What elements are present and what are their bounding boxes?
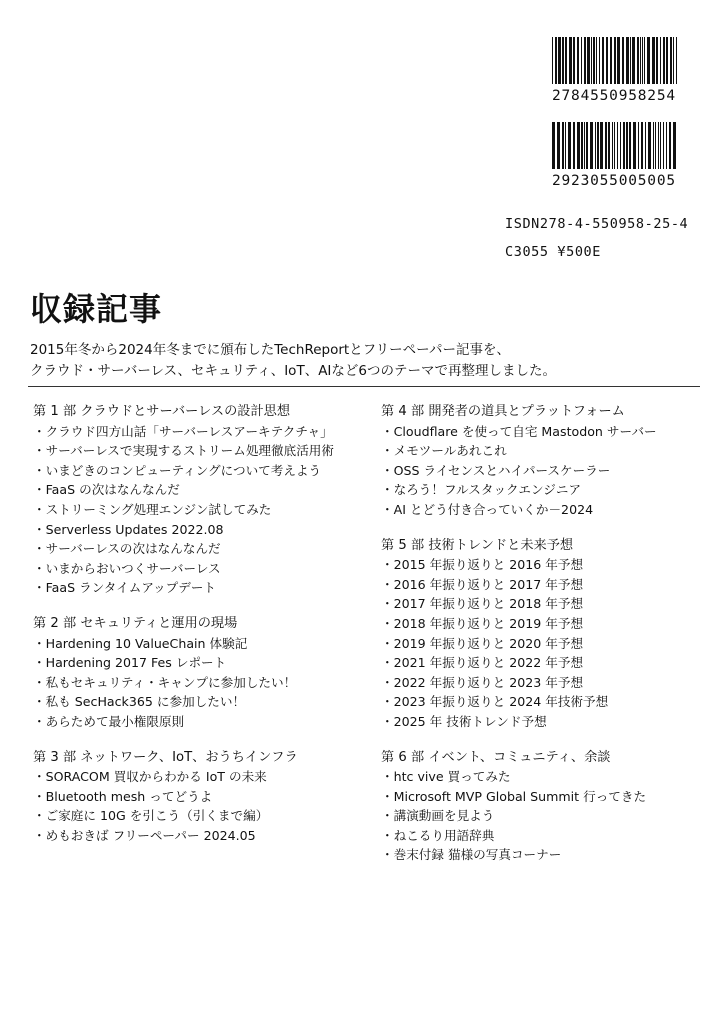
barcode-bar [591,37,592,84]
part-title: 第 6 部 イベント、コミュニティ、余談 [381,749,611,765]
barcode-bar [663,37,665,84]
barcode-bar [584,37,586,84]
barcode-bar [558,37,561,84]
barcode-bar [626,122,628,169]
article-item: ・めもおきば フリーペーパー 2024.05 [33,827,256,843]
toc-left-column [33,402,363,861]
article-item: ・FaaS の次はなんなんだ [33,482,180,498]
barcode-bar [612,122,613,169]
article-item: ・いまからおいつくサーバーレス [33,560,221,576]
barcode-bar [573,122,575,169]
part-title: 第 2 部 セキュリティと運用の現場 [33,615,238,631]
barcode-bar [608,122,610,169]
barcode-bar [587,37,590,84]
barcode-bar [602,37,604,84]
barcode-bar [673,122,676,169]
article-item: ・ねこるり用語辞典 [381,827,495,843]
article-item: ・2025 年 技術トレンド予想 [381,713,547,729]
article-item: ・Hardening 10 ValueChain 体験記 [33,635,248,651]
barcode-bar [644,37,645,84]
article-item: ・あらためて最小権限原則 [33,713,185,729]
article-item: ・2021 年振り返りと 2022 年予想 [381,655,584,671]
article-item: ・ストリーミング処理エンジン試してみた [33,501,272,517]
article-item: ・クラウド四方山話「サーバーレスアーキテクチャ」 [33,423,333,439]
article-item: ・Hardening 2017 Fes レポート [33,655,227,671]
article-item: ・2018 年振り返りと 2019 年予想 [381,615,584,631]
article-item: ・2022 年振り返りと 2023 年予想 [381,674,584,690]
barcode-bar [666,37,668,84]
toc-part-4 [381,402,701,520]
barcode-bar [647,37,650,84]
barcode-bar [614,37,616,84]
barcode-bar [642,37,643,84]
barcode-bar [626,37,629,84]
article-item: ・OSS ライセンスとハイパースケーラー [381,462,611,478]
barcode-bar [623,122,625,169]
barcode-bar [632,37,635,84]
barcode-bottom-bars [552,122,679,169]
barcode-bar [633,122,636,169]
barcode-bar [552,37,553,84]
barcode-bar [614,122,615,169]
part-title: 第 1 部 クラウドとサーバーレスの設計思想 [33,404,291,419]
barcode-bar [568,122,571,169]
article-item: ・メモツールあれこれ [381,443,507,459]
barcode-bar [557,122,560,169]
article-list [381,422,701,520]
barcode-bar [565,122,566,169]
barcode-bar [581,37,582,84]
article-list [33,634,363,732]
barcode-bar [610,37,612,84]
article-item: ・Microsoft MVP Global Summit 行ってきた [381,788,647,804]
barcode-bar [655,122,656,169]
part-title: 第 3 部 ネットワーク、IoT、おうちインフラ [33,749,298,765]
barcode-bar [606,37,608,84]
barcode-bar [663,122,664,169]
article-item: ・FaaS ランタイムアップデート [33,580,217,596]
barcode-bar [652,37,655,84]
article-item: ・Bluetooth mesh ってどうよ [33,788,213,804]
barcode-bar [673,37,674,84]
barcode-bar [573,37,575,84]
toc-part-6 [381,748,701,866]
barcode-bar [562,122,564,169]
barcode-bar [590,122,593,169]
article-item: ・2019 年振り返りと 2020 年予想 [381,635,584,651]
barcode-bar [658,122,659,169]
article-item: ・巻末付録 猫様の写真コーナー [381,847,562,863]
barcode-bar [630,37,631,84]
barcode-top-bars [552,37,679,84]
barcode-bar [605,122,607,169]
barcode-bottom [552,122,679,190]
barcode-bar [645,122,646,169]
divider [28,386,700,387]
barcode-bottom-number: 2923055005005 [552,173,676,189]
part-title: 第 5 部 技術トレンドと未来予想 [381,537,574,553]
barcode-bar [599,37,600,84]
toc-part-1 [33,402,363,598]
barcode-bar [676,37,677,84]
toc-part-5 [381,536,701,732]
barcode-bar [640,37,641,84]
article-item: ・2023 年振り返りと 2024 年技術予想 [381,694,609,710]
barcode-bar [565,37,567,84]
article-item: ・サーバーレスで実現するストリーム処理徹底活用術 [33,443,334,459]
barcode-bar [577,37,579,84]
article-item: ・Cloudflare を使って自宅 Mastodon サーバー [381,423,657,439]
barcode-bar [670,37,672,84]
article-item: ・講演動画を見よう [381,808,495,824]
barcode-bar [584,122,585,169]
barcode-bar [577,122,580,169]
barcode-bar [637,37,639,84]
barcode-bar [620,122,621,169]
article-item: ・私もセキュリティ・キャンプに参加したい！ [33,674,297,690]
article-list [381,767,701,865]
toc-part-3 [33,748,363,846]
toc-right-column [381,402,701,881]
barcode-top [552,37,679,105]
article-item: ・サーバーレスの次はなんなんだ [33,541,221,557]
toc-part-2 [33,614,363,732]
article-item: ・2015 年振り返りと 2016 年予想 [381,557,584,573]
article-list [33,422,363,598]
barcode-bar [638,122,639,169]
barcode-bar [666,122,667,169]
barcode-bar [617,37,620,84]
barcode-bar [617,122,618,169]
barcode-bar [669,122,671,169]
barcode-bar [597,122,599,169]
barcode-bar [562,37,564,84]
article-item: ・ご家庭に 10G を引こう（引くまで編） [33,808,269,824]
price-code: C3055 ¥500E [505,244,602,260]
intro-line: クラウド・サーバーレス、セキュリティ、IoT、AIなど6つのテーマで再整理しました。 [30,363,556,379]
article-item: ・いまどきのコンピューティングについて考えよう [33,462,322,478]
intro-text [30,340,556,382]
page-title: 収録記事 [30,290,163,328]
article-list [381,555,701,731]
barcode-bar [660,122,661,169]
barcode-bar [653,122,654,169]
barcode-bar [569,37,572,84]
barcode-bar [593,37,595,84]
barcode-bar [581,122,583,169]
article-item: ・2017 年振り返りと 2018 年予想 [381,596,584,612]
barcode-bar [656,37,658,84]
barcode-bar [596,37,597,84]
article-item: ・2016 年振り返りと 2017 年予想 [381,576,584,592]
barcode-top-number: 2784550958254 [552,88,676,104]
article-item: ・Serverless Updates 2022.08 [33,521,224,537]
barcode-bar [641,122,643,169]
barcode-bar [552,122,555,169]
part-title: 第 4 部 開発者の道具とプラットフォーム [381,404,625,419]
barcode-bar [586,122,588,169]
article-item: ・なろう！フルスタックエンジニア [381,482,582,498]
article-item: ・SORACOM 買収からわかる IoT の未来 [33,769,267,785]
article-list [33,767,363,845]
intro-line: 2015年冬から2024年冬までに頒布したTechReportとフリーペーパー記事を、 [30,342,510,358]
article-item: ・htc vive 買ってみた [381,769,511,785]
barcode-bar [555,37,557,84]
barcode-bar [629,122,631,169]
article-item: ・私も SecHack365 に参加したい！ [33,694,246,710]
barcode-bar [595,122,596,169]
isbn-code: ISDN278-4-550958-25-4 [505,216,689,232]
barcode-bar [648,122,651,169]
article-item: ・AI とどう付き合っていくか－2024 [381,501,594,517]
barcode-bar [660,37,661,84]
barcode-bar [622,37,624,84]
barcode-bar [600,122,603,169]
